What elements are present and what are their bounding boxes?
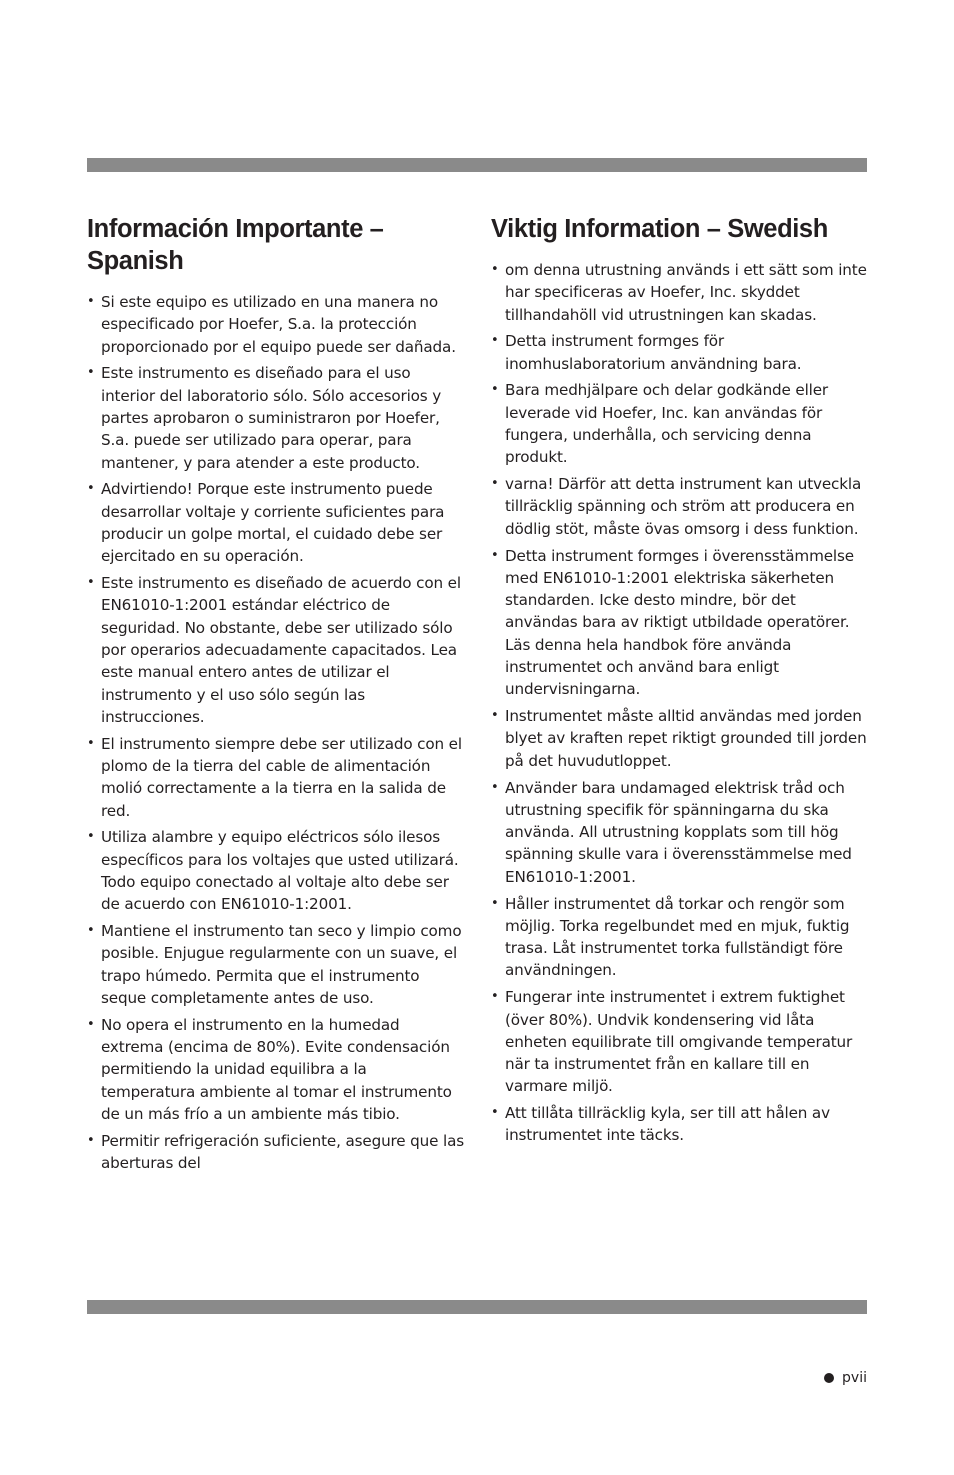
bullet-icon: • bbox=[491, 476, 499, 492]
list-item-text: Instrumentet måste alltid användas med jorden blyet av kraften repet riktigt grounded till jorden på det huvudutloppet. bbox=[505, 707, 867, 770]
list-item-text: Mantiene el instrumento tan seco y limpio como posible. Enjugue regularmente con un suave, el trapo húmedo. Permita que el instrumento seque completamente antes de uso. bbox=[101, 922, 462, 1007]
list-item-text: Advirtiendo! Porque este instrumento puede desarrollar voltaje y corriente suficientes para producir un golpe mortal, el cuidado debe ser ejercitado en su operación. bbox=[101, 480, 445, 566]
list-item bbox=[87, 572, 465, 728]
bullet-icon: • bbox=[87, 481, 95, 497]
list-item-text: Detta instrument formges i överensstämmelse med EN61010-1:2001 elektriska säkerheten standarden. Icke desto mindre, bör det användas bara av riktigt utbildade operatörer. Läs denna hela handbok före använda instrumentet och använd bara enligt undervisningarna. bbox=[505, 546, 854, 699]
spanish-list bbox=[87, 291, 465, 1174]
list-item bbox=[87, 826, 465, 915]
bullet-icon: • bbox=[491, 779, 499, 795]
list-item-text: Este instrumento es diseñado para el uso interior del laboratorio sólo. Sólo accesorios y partes aprobaron o suministraron por Hoefer, S.a. puede ser utilizado para operar, para mantener, y para atender a este producto. bbox=[101, 364, 442, 472]
spanish-heading bbox=[87, 213, 465, 277]
list-item bbox=[87, 478, 465, 567]
list-item bbox=[491, 705, 869, 772]
spanish-heading-line1: Información Importante – bbox=[87, 215, 384, 243]
swedish-list bbox=[491, 259, 869, 1147]
bullet-icon: • bbox=[491, 895, 499, 911]
list-item-text: Håller instrumentet då torkar och rengör som möjlig. Torka regelbundet med en mjuk, fuktig trasa. Låt instrumentet torka fullständigt före användningen. bbox=[505, 894, 850, 980]
bullet-icon: • bbox=[87, 294, 95, 309]
bullet-icon: • bbox=[491, 708, 499, 724]
list-item-text: El instrumento siempre debe ser utilizado con el plomo de la tierra del cable de alimentación molió correctamente a la tierra en la salida de red. bbox=[101, 734, 462, 820]
list-item bbox=[491, 473, 869, 540]
bullet-icon: • bbox=[491, 1105, 499, 1121]
list-item bbox=[491, 1102, 869, 1147]
bottom-divider-bar bbox=[87, 1300, 867, 1314]
list-item bbox=[491, 330, 869, 375]
list-item bbox=[491, 379, 869, 468]
list-item-text: om denna utrustning används i ett sätt som inte har specificeras av Hoefer, Inc. skyddet tillhandahöll vid utrustningen kan skadas. bbox=[505, 261, 867, 324]
bullet-icon: • bbox=[87, 575, 95, 591]
list-item-text: No opera el instrumento en la humedad extrema (encima de 80%). Evite condensación permitiendo la unidad equilibra a la temperatura ambiente al tomar el instrumento de un más frío a un ambiente más tibio. bbox=[101, 1015, 452, 1123]
list-item-text: Utiliza alambre y equipo eléctricos sólo ilesos específicos para los voltajes que usted utilizará. Todo equipo conectado al voltaje alto debe ser de acuerdo con EN61010-1:2001. bbox=[101, 828, 459, 914]
list-item bbox=[491, 259, 869, 326]
list-item-text: Permitir refrigeración suficiente, asegure que las aberturas del bbox=[101, 1131, 464, 1172]
list-item-text: Si este equipo es utilizado en una manera no especificado por Hoefer, S.a. la protección proporcionado por el equipo puede ser dañada. bbox=[101, 293, 456, 356]
bullet-icon: • bbox=[87, 1016, 95, 1032]
list-item bbox=[491, 777, 869, 888]
list-item-text: Fungerar inte instrumentet i extrem fuktighet (över 80%). Undvik kondensering vid låta enheten equilibrate till omgivande temperatur när ta instrumentet från en kallare till en varmare miljö. bbox=[505, 988, 853, 1096]
page-number: pvii bbox=[842, 1370, 867, 1386]
list-item-text: Att tillåta tillräcklig kyla, ser till att hålen av instrumentet inte täcks. bbox=[505, 1104, 830, 1145]
page-footer bbox=[824, 1369, 867, 1387]
bullet-icon: • bbox=[491, 262, 499, 277]
list-item bbox=[87, 733, 465, 822]
swedish-section bbox=[491, 213, 869, 1151]
list-item bbox=[87, 362, 465, 473]
list-item bbox=[491, 986, 869, 1097]
list-item-text: Använder bara undamaged elektrisk tråd och utrustning specifik för spänningarna du ska använda. All utrustning kopplats som till hög spänning skulle vara i överensstämmelse med EN61010-1:2001. bbox=[505, 778, 852, 886]
bullet-icon: • bbox=[491, 382, 499, 398]
bullet-icon: • bbox=[491, 333, 499, 349]
bullet-icon: • bbox=[87, 1132, 95, 1148]
spanish-heading-line2: Spanish bbox=[87, 247, 184, 275]
bullet-icon: • bbox=[87, 923, 95, 939]
list-item-text: Este instrumento es diseñado de acuerdo con el EN61010-1:2001 estándar eléctrico de seguridad. No obstante, debe ser utilizado sólo por operarios adecuadamente capacitados. Lea este manual entero antes de utilizar el instrumento y el uso sólo según las instrucciones. bbox=[101, 574, 461, 726]
list-item bbox=[491, 893, 869, 982]
spanish-section bbox=[87, 213, 465, 1179]
list-item-text: Detta instrument formges för inomhuslaboratorium användning bara. bbox=[505, 332, 802, 373]
list-item-text: Bara medhjälpare och delar godkände eller leverade vid Hoefer, Inc. kan användas för fungera, underhålla, och servicing denna produkt. bbox=[505, 381, 829, 467]
top-divider-bar bbox=[87, 158, 867, 172]
list-item bbox=[491, 545, 869, 701]
list-item-text: varna! Därför att detta instrument kan utveckla tillräcklig spänning och ström att producera en dödlig stöt, måste övas omsorg i dess funktion. bbox=[505, 475, 862, 538]
bullet-icon: • bbox=[87, 365, 95, 381]
list-item bbox=[87, 291, 465, 358]
list-item bbox=[87, 1130, 465, 1175]
bullet-dot-icon bbox=[824, 1373, 834, 1383]
list-item bbox=[87, 1014, 465, 1125]
list-item bbox=[87, 920, 465, 1009]
swedish-heading: Viktig Information – Swedish bbox=[491, 215, 828, 243]
bullet-icon: • bbox=[87, 735, 95, 751]
bullet-icon: • bbox=[491, 989, 499, 1005]
bullet-icon: • bbox=[491, 547, 499, 563]
bullet-icon: • bbox=[87, 829, 95, 845]
